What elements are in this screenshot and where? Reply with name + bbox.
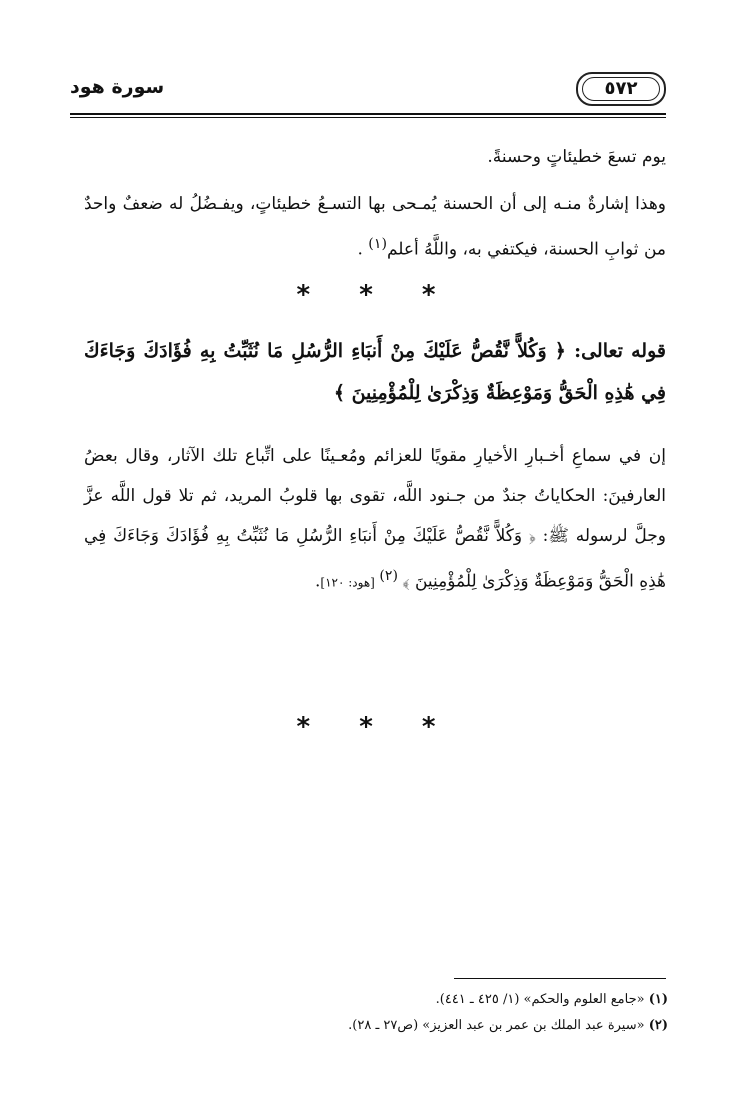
verse-text: ﴿ وَكُلاًّ نَّقُصُّ عَلَيْكَ مِنْ أَنبَاءِ الرُّسُلِ مَا نُثَبِّتُ بِهِ فُؤَادَكَ وَجَاءَكَ فِي هَٰذِهِ الْحَقُّ وَمَوْعِظَةٌ وَذِكْرَىٰ لِلْمُؤْمِنِينَ ﴾ (84, 340, 666, 404)
paragraph-3-end: . (315, 571, 321, 592)
verse-block (84, 330, 666, 414)
footnote-ref-1: (١) (368, 236, 387, 252)
footnote-number: (٢) (648, 1018, 668, 1033)
footnote-text: «سيرة عبد الملك بن عمر بن عبد العزيز» (ص٢٧ ـ ٢٨). (348, 1018, 649, 1033)
paragraph-3 (84, 436, 666, 603)
verse-label: قوله تعالى: (565, 340, 666, 362)
page-header (70, 70, 666, 110)
paragraph-1: يوم تسعَ خطيئاتٍ وحسنةً. (487, 147, 666, 167)
header-rule (70, 113, 666, 115)
footnote-rule (454, 978, 666, 979)
surah-title: سورة هود (70, 76, 165, 98)
surah-citation: [هود: ١٢٠] (320, 575, 375, 590)
section-separator-end: * * * (296, 712, 456, 742)
footnotes (84, 987, 668, 1039)
footnote-text: «جامع العلوم والحكم» (١/ ٤٢٥ ـ ٤٤١). (435, 992, 649, 1007)
footnote-2 (84, 1013, 668, 1039)
page-number-badge: ٥٧٢ (576, 72, 666, 106)
header-rule-thin (70, 117, 666, 118)
paragraph-3-verse: ﴿ وَكُلاًّ نَّقُصُّ عَلَيْكَ مِنْ أَنبَاءِ الرُّسُلِ مَا نُثَبِّتُ بِهِ فُؤَادَكَ وَجَاءَكَ فِي هَٰذِهِ الْحَقُّ وَمَوْعِظَةٌ وَذِكْرَىٰ لِلْمُؤْمِنِينَ ﴾ (84, 526, 666, 592)
paragraph-2 (84, 184, 666, 270)
paragraph-2-end: . (357, 239, 369, 260)
footnote-ref-2: (٢) (374, 568, 403, 584)
footnote-1 (84, 987, 668, 1013)
footnote-number: (١) (648, 992, 668, 1007)
section-separator: * * * (296, 280, 456, 310)
paragraph-3-text: إن في سماعِ أخـبارِ الأخيارِ مقويًا للعزائم ومُعـينًا على اتِّباع تلك الآثار، وقال بعضُ العارفينَ: الحكاياتُ جندٌ من جـنود اللَّه، تقوى بها قلوبُ المريد، ثم تلا قول اللَّه عزَّ وجلَّ لرسوله ﷺ: (84, 446, 666, 546)
paragraph-2-text: وهذا إشارةٌ منـه إلى أن الحسنة يُمـحى بها التسـعُ خطيئاتٍ، ويفـضُلُ له ضعفٌ واحدٌ من ثوابِ الحسنة، فيكتفي به، واللَّهُ أعلم (84, 194, 666, 260)
